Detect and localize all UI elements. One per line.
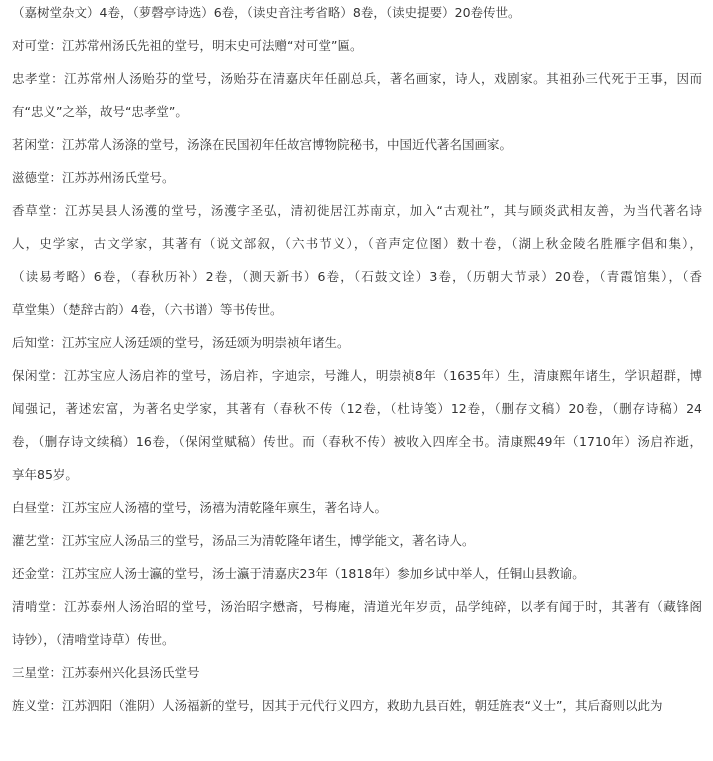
- text-line: 诗钞），（清啃堂诗草）传世。: [12, 632, 175, 647]
- text-line: 草堂集）（楚辞古韵）4卷，（六书谱）等书传世。: [12, 302, 283, 317]
- paragraph-xiangcao-tang: [12, 194, 702, 326]
- paragraph-sanxing-tang: [12, 656, 702, 689]
- article-body: [12, 0, 702, 722]
- text-line: 旌义堂：江苏泗阳（淮阴）人汤福新的堂号，因其于元代行义四方，救助九县百姓，朝廷旌表“义士”，其后裔则以此为: [12, 698, 663, 713]
- paragraph-zhongxiao-tang: [12, 62, 702, 128]
- paragraph-houzhi-tang: [12, 326, 702, 359]
- text-line: 闻强记，著述宏富，为著名史学家，其著有（春秋不传（12卷，（杜诗笺）12卷，（删存文稿）20卷，（删存诗稿）24: [12, 401, 702, 416]
- text-line: 卷，（删存诗文续稿）16卷，（保闲堂赋稿）传世。而（春秋不传）被收入四库全书。清康熙49年（1710年）汤启祚逝，: [12, 434, 702, 449]
- text-line: 滋德堂：江苏苏州汤氏堂号。: [12, 170, 175, 185]
- paragraph-guanyi-tang: [12, 524, 702, 557]
- paragraph-baoxian-tang: [12, 359, 702, 491]
- paragraph-qingshao-tang: [12, 590, 702, 656]
- text-line: （读易考略）6卷，（春秋历补）2卷，（测天新书）6卷，（石鼓文诠）3卷，（历朝大节录）20卷，（青霞馆集），（香: [12, 269, 702, 284]
- text-line: 忠孝堂：江苏常州人汤贻芬的堂号，汤贻芬在清嘉庆年任副总兵，著名画家，诗人，戏剧家。其祖孙三代死于王事，因而: [12, 71, 702, 86]
- text-line: 对可堂：江苏常州汤氏先祖的堂号，明末史可法赠“对可堂”匾。: [12, 38, 363, 53]
- paragraph-baizhou-tang: [12, 491, 702, 524]
- text-line: （嘉树堂杂文）4卷，（萝磬亭诗选）6卷，（读史音注考省略）8卷，（读史提要）20卷传世。: [12, 5, 521, 20]
- paragraph-huanjin-tang: [12, 557, 702, 590]
- text-line: 后知堂：江苏宝应人汤廷颂的堂号，汤廷颂为明崇祯年诸生。: [12, 335, 350, 350]
- text-line: 清啃堂：江苏泰州人汤治昭的堂号，汤治昭字懋斋，号梅庵，清道光年岁贡，品学纯碎，以孝有闻于时，其著有（藏锋阁: [12, 599, 702, 614]
- text-line: 白昼堂：江苏宝应人汤禧的堂号，汤禧为清乾隆年禀生，著名诗人。: [12, 500, 388, 515]
- text-line: 灌艺堂：江苏宝应人汤品三的堂号，汤品三为清乾隆年诸生，博学能文，著名诗人。: [12, 533, 475, 548]
- paragraph-zide-tang: [12, 161, 702, 194]
- text-line: 还金堂：江苏宝应人汤士瀛的堂号，汤士瀛于清嘉庆23年（1818年）参加乡试中举人，任铜山县教谕。: [12, 566, 585, 581]
- paragraph-duike-tang: [12, 29, 702, 62]
- text-line: 享年85岁。: [12, 467, 78, 482]
- text-line: 人，史学家，古文学家，其著有（说文部叙，（六书节义），（音声定位图）数十卷，（湖上秋金陵名胜雁字倡和集），: [12, 236, 702, 251]
- text-line: 香草堂：江苏吴县人汤濩的堂号，汤濩字圣弘，清初徙居江苏南京，加入“古观社”，其与顾炎武相友善，为当代著名诗: [12, 203, 702, 218]
- paragraph-jingyi-tang: [12, 689, 702, 722]
- paragraph-mingxian-tang: [12, 128, 702, 161]
- text-line: 茗闲堂：江苏常人汤涤的堂号，汤涤在民国初年任故宫博物院秘书，中国近代著名国画家。: [12, 137, 513, 152]
- text-line: 有“忠义”之举，故号“忠孝堂”。: [12, 104, 188, 119]
- text-line: 三星堂：江苏泰州兴化县汤氏堂号: [12, 665, 200, 680]
- text-line: 保闲堂：江苏宝应人汤启祚的堂号，汤启祚，字迪宗，号潍人，明崇祯8年（1635年）生，清康熙年诸生，学识超群，博: [12, 368, 702, 383]
- paragraph-book-list: [12, 0, 702, 29]
